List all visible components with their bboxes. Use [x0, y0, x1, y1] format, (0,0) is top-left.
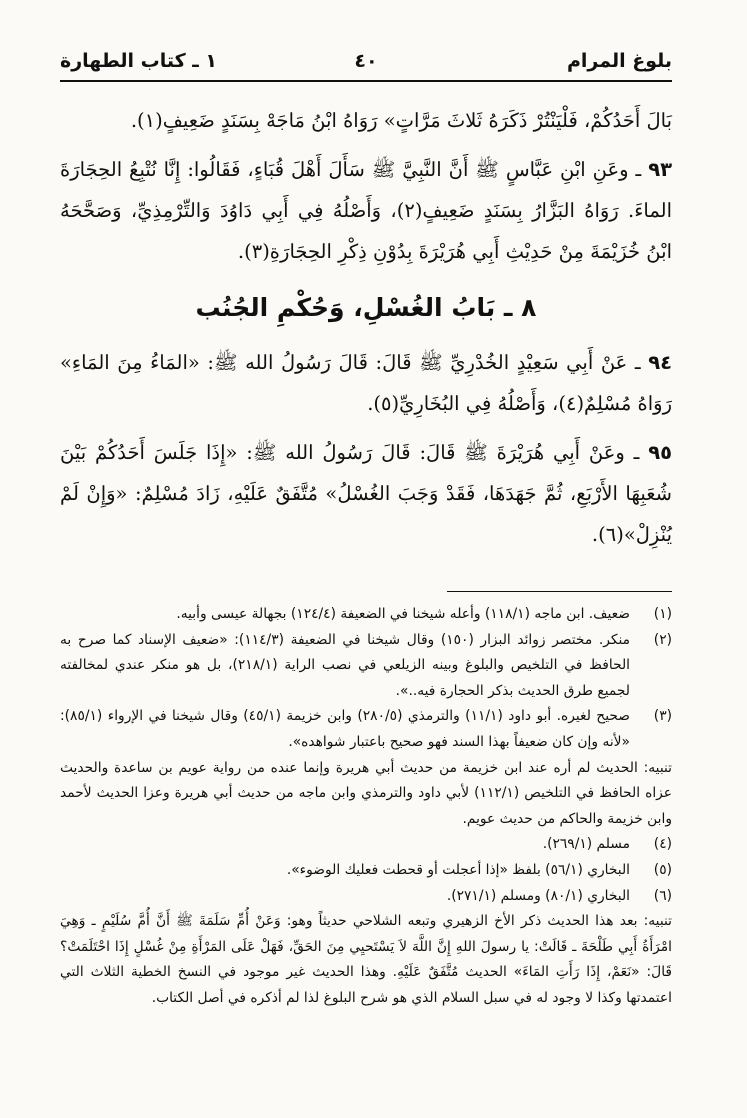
- hadith-text: ـ وعَنِ ابْنِ عَبَّاسٍ ﷺ أَنَّ النَّبِيَّ ﷺ سَأَلَ أَهْلَ قُبَاءٍ، فَقَالُوا: إِنَّا نُتْبِعُ الحِجَارَةَ الماءَ. رَوَاهُ البَزَّارُ بِسَنَدٍ ضَعِيفٍ(٢)، وَأَصْلُهُ فِي أَبِي دَاوُدَ وَالتِّرْمِذِيِّ، وَصَحَّحَهُ ابْنُ خُزَيْمَةَ مِنْ حَدِيْثِ أَبِي هُرَيْرَةَ بِدُوْنِ ذِكْرِ الحِجَارَةِ(٣).: [60, 158, 672, 263]
- book-title: بلوغ المرام: [566, 50, 672, 72]
- hadith-95: [60, 432, 672, 555]
- footnote-text: البخاري (٥٦/١) بلفظ «إذا أعجلت أو قحطت فعليك الوضوء».: [286, 861, 630, 878]
- footnotes: [60, 602, 672, 1012]
- book-page: [60, 44, 672, 1104]
- hadith-number: ٩٥: [648, 441, 672, 464]
- footnote-number: (٦): [653, 887, 672, 904]
- footnote: [60, 602, 672, 628]
- page-header: [60, 44, 672, 82]
- footnote: [60, 884, 672, 910]
- main-text: [60, 100, 672, 555]
- footnote-divider: [447, 591, 672, 592]
- footnote: [60, 832, 672, 858]
- hadith-number: ٩٤: [648, 351, 672, 374]
- footnote-text: منكر. مختصر زوائد البزار (١٥٠) وقال شيخنا في الضعيفة (١١٤/٣): «ضعيف الإسناد كما صرح به الحافظ في التلخيص والبلوغ وبينه الزيلعي في نصب الراية (٢١٨/١)، بل هو منكر عندي لمخالفته لجميع طرق الحديث بذكر الحجارة فيه..».: [60, 631, 631, 699]
- footnote-text: ضعيف. ابن ماجه (١١٨/١) وأعله شيخنا في الضعيفة (١٢٤/٤) بجهالة عيسى وأبيه.: [176, 606, 630, 622]
- hadith-number: ٩٣: [648, 158, 672, 181]
- footnote-number: (٣): [653, 708, 672, 725]
- footnote-text: مسلم (٢٦٩/١).: [542, 836, 630, 853]
- footnote-number: (٢): [653, 631, 672, 648]
- hadith-text: ـ وعَنْ أَبِي هُرَيْرَةَ ﷺ قَالَ: قَالَ رَسُولُ الله ﷺ: «إِذَا جَلَسَ أَحَدُكُمْ بَيْنَ شُعَبِهَا الأَرْبَعِ، ثُمَّ جَهَدَهَا، فَقَدْ وَجَبَ الغُسْلُ» مُتَّفَقٌ عَلَيْهِ، زَادَ مُسْلِمٌ: «وَإِنْ لَمْ يُنْزِلْ»(٦).: [60, 441, 672, 546]
- footnote-text: البخاري (٨٠/١) ومسلم (٢٧١/١).: [446, 887, 630, 904]
- footnote: [60, 858, 672, 884]
- chapter-title: ١ ـ كتاب الطهارة: [60, 50, 217, 72]
- paragraph-continuation: بَالَ أَحَدُكُمْ، فَلْيَنْتُرْ ذَكَرَهُ ثَلاثَ مَرَّاتٍ» رَوَاهُ ابْنُ مَاجَهْ بِسَنَدٍ ضَعِيفٍ(١).: [130, 109, 672, 132]
- hadith-text: ـ عَنْ أَبِي سَعِيْدٍ الخُدْرِيِّ ﷺ قَالَ: قَالَ رَسُولُ الله ﷺ: «المَاءُ مِنَ المَاءِ» رَوَاهُ مُسْلِمٌ(٤)، وَأَصْلُهُ فِي البُخَارِيِّ(٥).: [60, 351, 672, 415]
- footnote-number: (٤): [653, 836, 672, 853]
- footnote-number: (٥): [653, 861, 672, 878]
- footnote-note: تنبيه: الحديث لم أره عند ابن خزيمة من حديث أبي هريرة وإنما عنده من رواية عويم بن ساعدة والحديث عزاه الحافظ في التلخيص (١١٢/١) لأبي داود والترمذي وابن ماجه من حديث أبي هريرة وعزا الحديث لأحمد وابن خزيمة والحاكم من حديث عويم.: [60, 759, 672, 827]
- hadith-94: [60, 342, 672, 424]
- footnote: [60, 628, 672, 705]
- page-number: ٤٠: [354, 50, 378, 72]
- hadith-93: [60, 149, 672, 272]
- footnote: [60, 704, 672, 755]
- footnote-note: تنبيه: بعد هذا الحديث ذكر الأخ الزهيري وتبعه الشلاحي حديثاً وهو: وَعَنْ أُمِّ سَلَمَةَ ﷺ أَنَّ أُمَّ سُلَيْمٍ ـ وَهِيَ امْرَأَةُ أَبِي طَلْحَةَ ـ قَالَتْ: يا رسولَ اللهِ إِنَّ اللَّهَ لاَ يَسْتَحيِي مِنَ الحَقِّ، فَهَلْ عَلَى المَرْأَةِ مِنْ غُسْلٍ إِذَا احْتَلَمَتْ؟ قَالَ: «نَعَمْ، إِذَا رَأَتِ المَاءَ» الحديث مُتَّفَقٌ عَلَيْهِ. وهذا الحديث غير موجود في النسخ الخطية الثلاث التي اعتمدتها وكذا لا وجود له في سبل السلام الذي هو شرح البلوغ لذا لم أذكره في أصل الكتاب.: [60, 913, 672, 1006]
- section-title: ٨ ـ بَابُ الغُسْلِ، وَحُكْمِ الجُنُب: [195, 293, 537, 322]
- footnote-number: (١): [653, 606, 672, 622]
- footnote-text: صحيح لغيره. أبو داود (١١/١) والترمذي (٢٨٠/٥) وابن خزيمة (٤٥/١) وقال شيخنا في الإرواء (٨٥/١): «لأنه وإن كان ضعيفاً بهذا السند فهو صحيح باعتبار شواهده».: [60, 708, 631, 750]
